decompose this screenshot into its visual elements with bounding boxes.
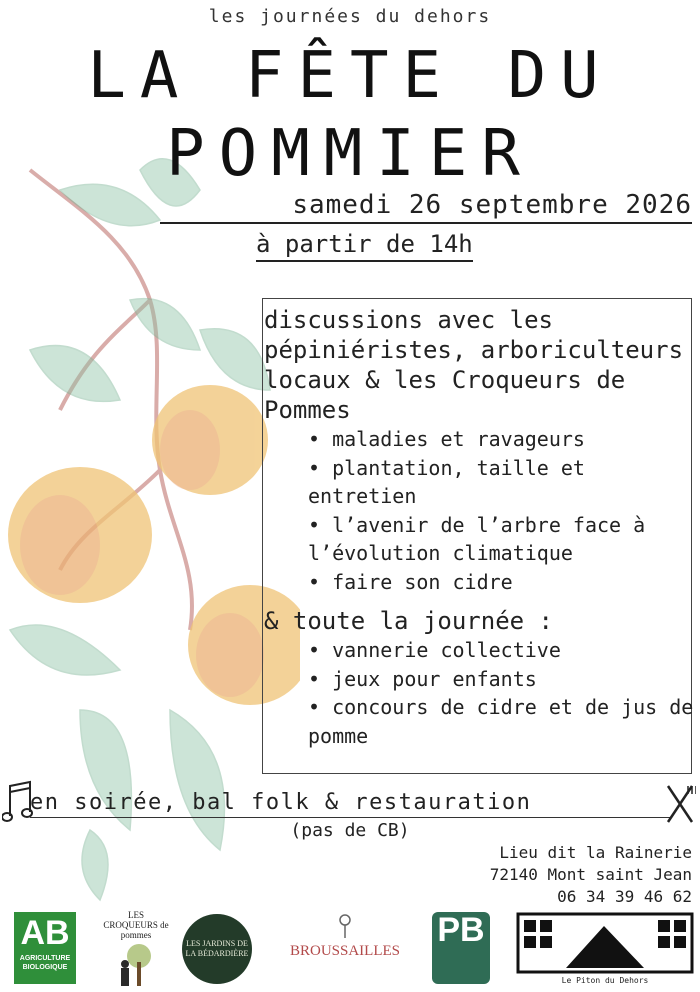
piton-du-dehors-logo: Le Piton du Dehors <box>516 912 694 988</box>
window-mountain-icon <box>516 912 694 974</box>
program-intro: discussions avec les pépiniéristes, arboriculteurs locaux & les Croqueurs de Pommes <box>264 306 684 424</box>
topic-item: • faire son cidre <box>308 569 513 594</box>
payment-note: (pas de CB) <box>290 820 410 841</box>
croqueurs-logo: LES CROQUEURS de pommes <box>100 910 172 986</box>
allday-title: & toute la journée : <box>264 607 553 635</box>
topic-item: • maladies et ravageurs <box>308 427 585 451</box>
allday-item: • vannerie collective <box>308 638 561 662</box>
allday-list <box>264 636 694 750</box>
ab-logo: AB AGRICULTURE BIOLOGIQUE <box>14 912 76 984</box>
event-date: samedi 26 septembre 2026 <box>160 190 692 224</box>
allday-item: • concours de cidre et de jus de pomme <box>308 695 694 748</box>
event-series-subtitle: les journées du dehors <box>208 6 492 27</box>
flower-icon <box>330 912 360 938</box>
event-title-line1: LA FÊTE DU <box>87 39 613 113</box>
jardins-bedardiere-logo: LES JARDINS DE LA BÉDARDIÈRE <box>182 914 252 984</box>
allday-item: • jeux pour enfants <box>308 666 537 691</box>
topic-list <box>264 425 694 596</box>
topic-item: • l’avenir de l’arbre face à l’évolution climatique <box>308 512 646 565</box>
event-title-line2: POMMIER <box>166 117 534 191</box>
program-content <box>264 305 694 750</box>
fork-knife-icon <box>664 784 696 824</box>
phone-number: 06 34 39 46 62 <box>557 887 692 906</box>
broussailles-logo: BROUSSAILLES <box>280 912 410 986</box>
pb-logo: PB <box>432 912 490 984</box>
address-line1: Lieu dit la Rainerie <box>499 843 692 862</box>
topic-item: • plantation, taille et entretien <box>308 455 585 508</box>
event-time: à partir de 14h <box>256 230 473 262</box>
address-block <box>490 842 692 908</box>
tree-figure-icon <box>111 940 161 990</box>
evening-program: en soirée, bal folk & restauration <box>30 790 670 818</box>
address-line2: 72140 Mont saint Jean <box>489 865 692 884</box>
